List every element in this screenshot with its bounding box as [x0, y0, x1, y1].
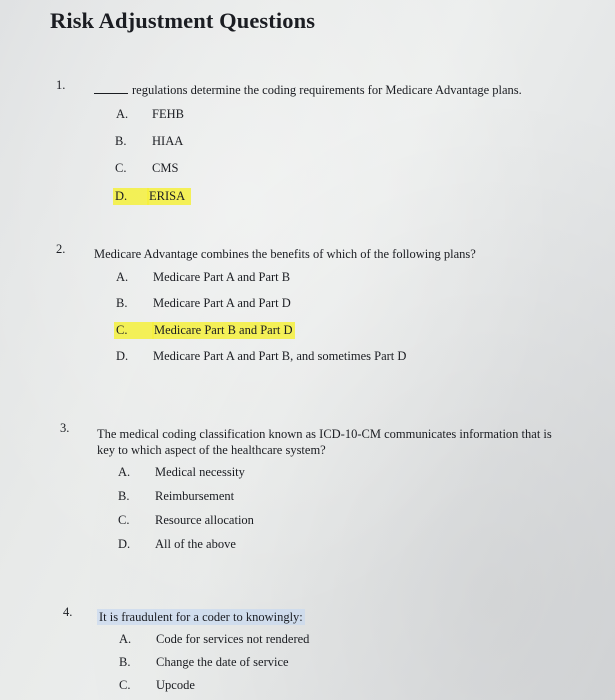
question-4-text: [99, 609, 305, 625]
highlighted-answer-text: ERISA: [147, 188, 191, 205]
question-3-text: The medical coding classification known as ICD-10-CM communicates information that is key to which aspect of the healthcare system?: [97, 427, 552, 457]
question-1-prompt: regulations determine the coding requirements for Medicare Advantage plans.: [132, 83, 522, 97]
fill-in-blank: [94, 92, 128, 94]
question-3-number: 3.: [60, 421, 70, 435]
highlighted-answer: D.: [113, 188, 149, 205]
highlighted-answer-text: Medicare Part B and Part D: [154, 323, 293, 337]
document-page: Risk Adjustment Questions 1. regulations determine the coding requirements for Medicare Advantage plans. A. FEHB B. HIAA C. CMS D. ERISA 2. Medicare Advantage combines the benefits of which of the following plans? A. Medicare Part A and Part B B. Medicare Part A and Part D C. Medicare Part B and Part D D. Medicare Part A and Part B, and sometimes Part D 3. The medical coding classification known as ICD-10-CM communicates information that is key to which aspect of the healthcare system? A. Medical necessity B. Reimbursement C. Resource allocation D. All of the above 4. It is fraudulent for a coder to knowingly: A. Code for services not rendered B. Change the date of service C. Upcode: [0, 0, 615, 700]
highlighted-answer: C.: [114, 322, 154, 339]
question-4-number: 4.: [63, 605, 73, 619]
page-title: Risk Adjustment Questions: [50, 8, 316, 33]
question-1-number: 1.: [56, 78, 66, 92]
question-2-number: 2.: [56, 242, 66, 256]
highlighted-question-text: It is fraudulent for a coder to knowingly:: [99, 610, 303, 624]
question-2-text: Medicare Advantage combines the benefits of which of the following plans?: [94, 247, 476, 261]
question-1-text: [94, 82, 522, 98]
